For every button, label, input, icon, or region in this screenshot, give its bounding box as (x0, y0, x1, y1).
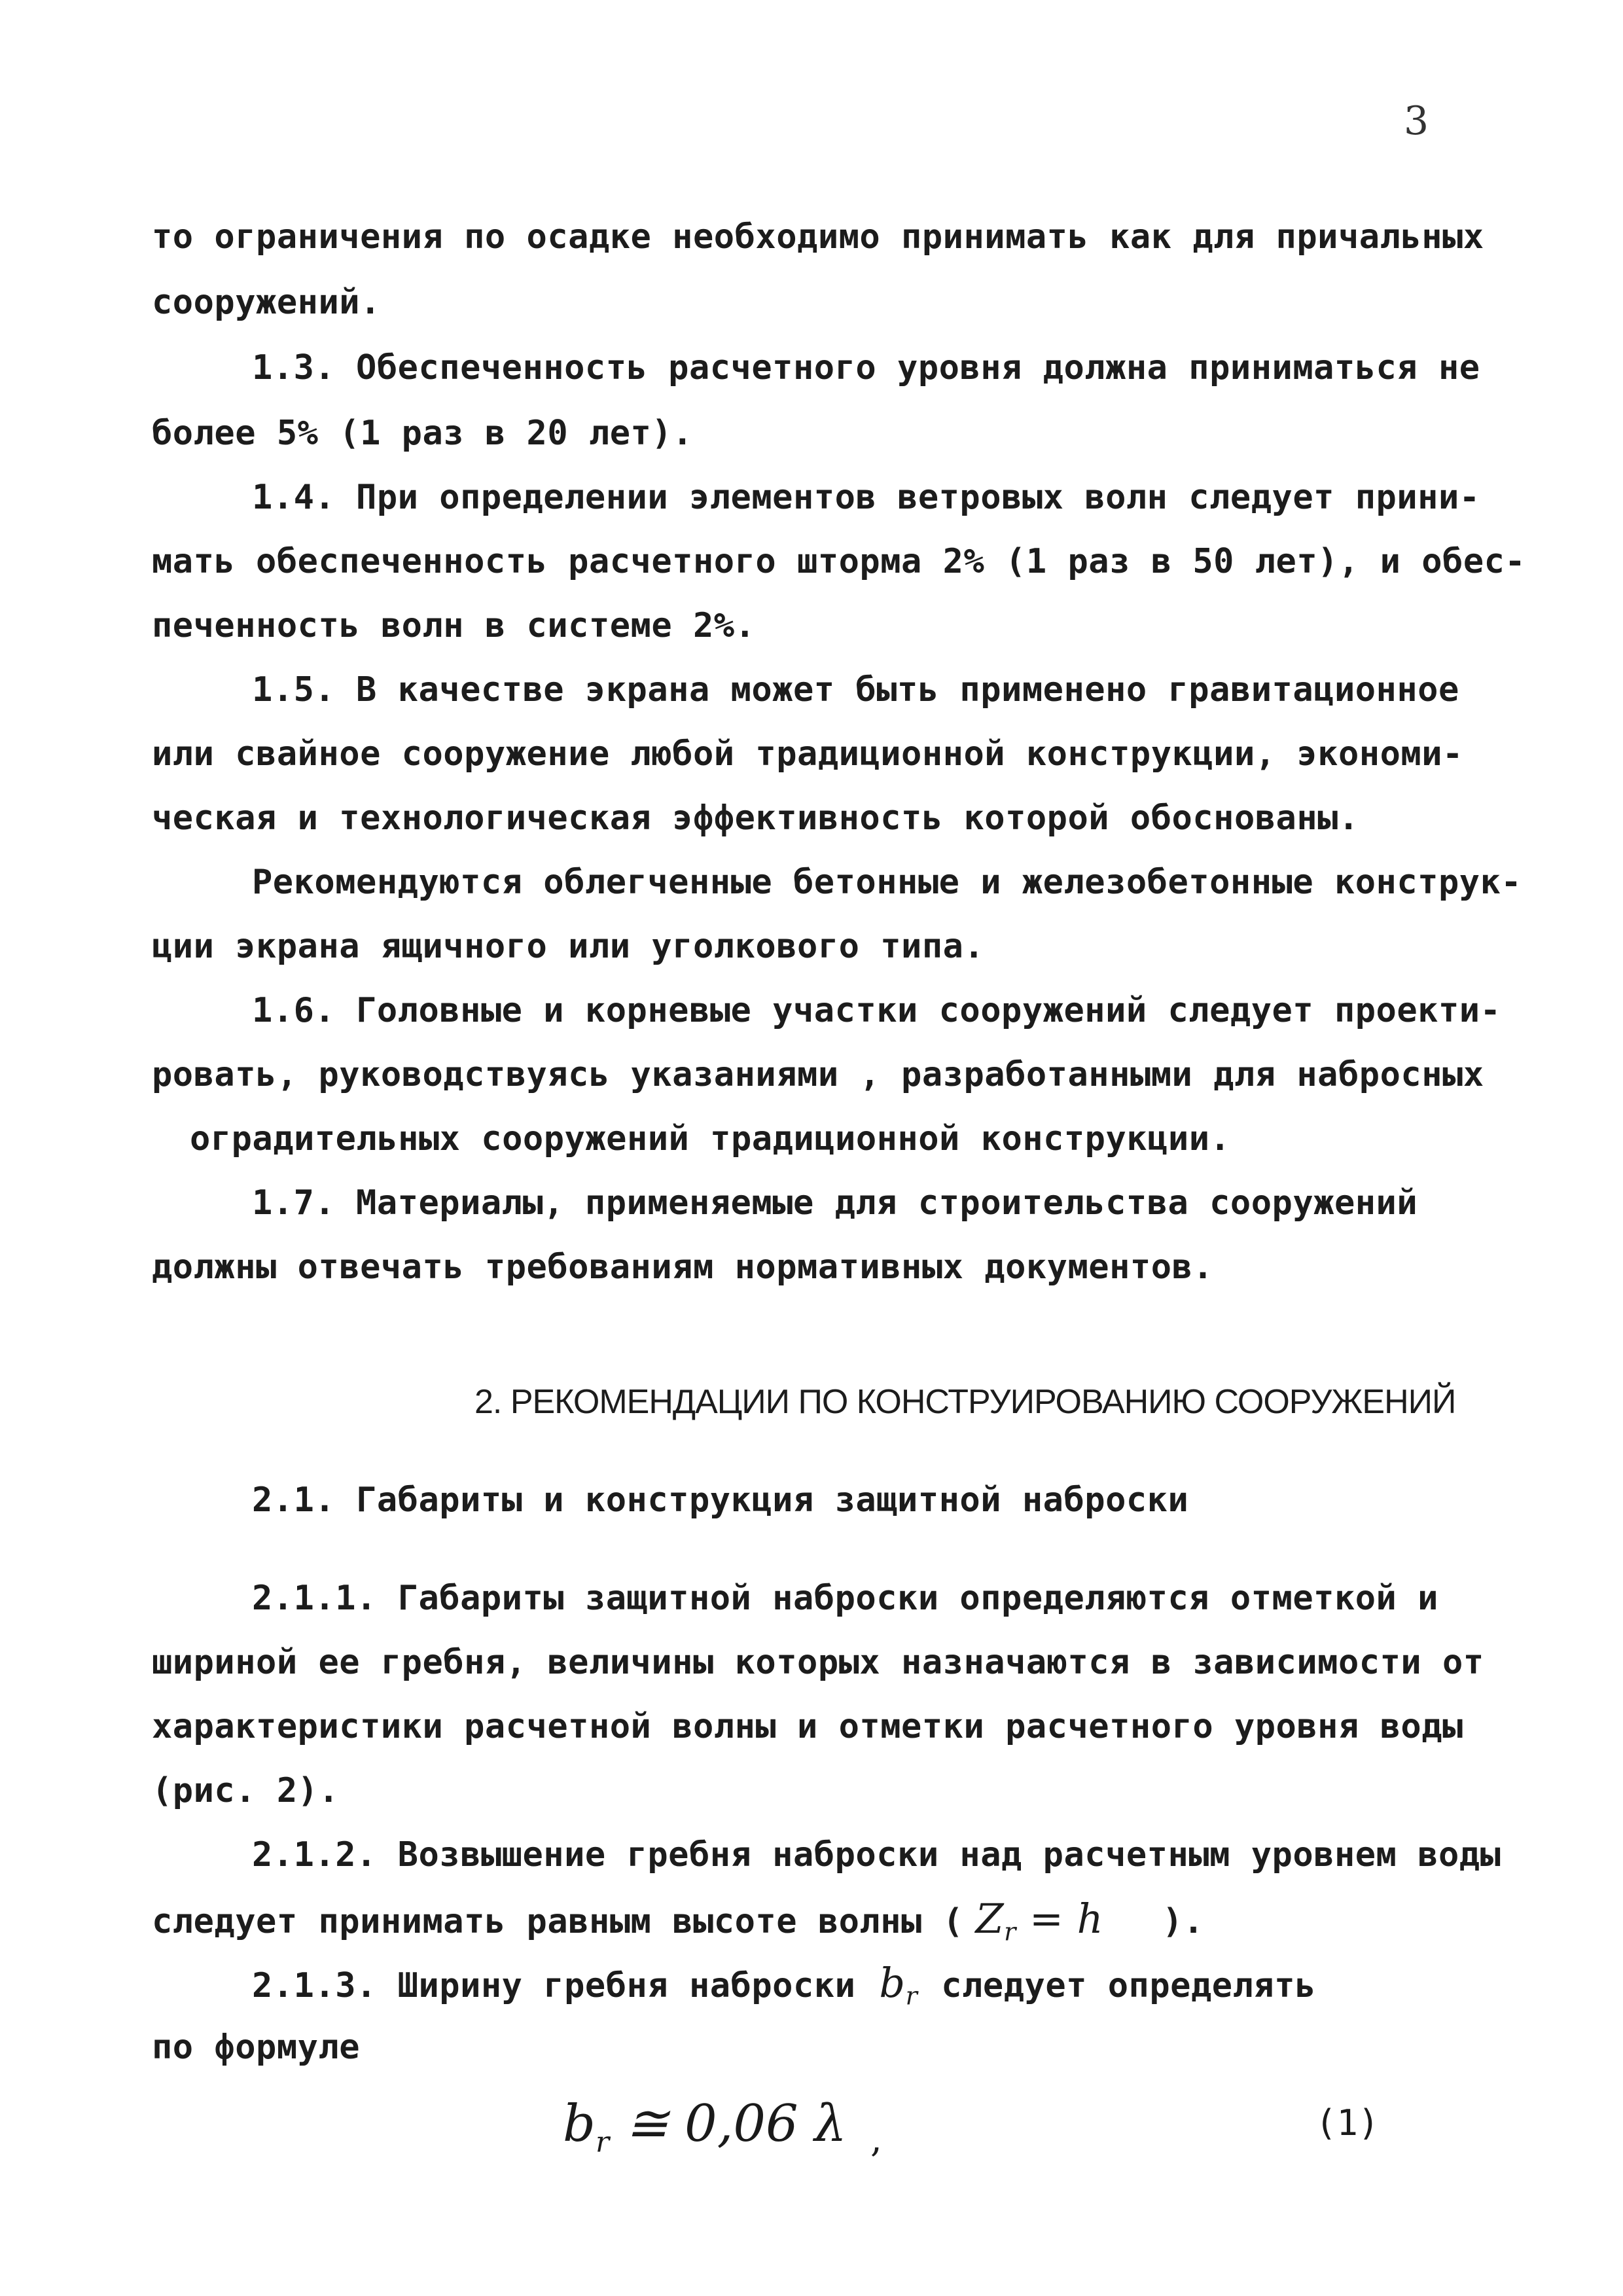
text-line: более 5% (1 раз в 20 лет). (152, 414, 693, 453)
page-number: 3 (1404, 98, 1429, 144)
inline-formula-subscript: r (1004, 1917, 1016, 1946)
formula-lhs-subscript: r (595, 2125, 609, 2159)
text-line: 1.5. В качестве экрана может быть применено гравитационное (252, 670, 1459, 709)
text-line: сооружений. (152, 283, 381, 322)
inline-formula-z: Z (975, 1895, 1005, 1943)
text-fragment: следует определять (941, 1966, 1316, 2005)
text-line: (рис. 2). (152, 1771, 340, 1810)
text-fragment: 2.1.3. Ширину гребня наброски (252, 1966, 856, 2005)
text-line: 1.7. Материалы, применяемые для строительства сооружений (252, 1183, 1418, 1223)
text-line: Рекомендуются облегченные бетонные и железобетонные конструк- (252, 863, 1522, 902)
formula-number: (1) (1315, 2102, 1380, 2144)
display-formula (563, 2094, 847, 2159)
inline-formula-rhs: = h (1016, 1895, 1104, 1943)
text-line: 2.1.1. Габариты защитной наброски определяются отметкой и (252, 1579, 1438, 1618)
inline-formula-b: b (879, 1959, 906, 2007)
text-line-with-formula (152, 1895, 1204, 1952)
text-fragment: следует принимать равным высоте волны ( (152, 1902, 964, 1941)
text-line: оградительных сооружений традиционной конструкции. (190, 1119, 1231, 1158)
text-line: мать обеспеченность расчетного шторма 2% (1 раз в 50 лет), и обес- (152, 542, 1526, 581)
text-line: характеристики расчетной волны и отметки расчетного уровня воды (152, 1707, 1463, 1746)
text-line: шириной ее гребня, величины которых назначаются в зависимости от (152, 1643, 1484, 1682)
text-line: или свайное сооружение любой традиционной конструкции, экономи- (152, 734, 1463, 774)
text-line: 1.3. Обеспеченность расчетного уровня должна приниматься не (252, 348, 1480, 387)
text-line: печенность волн в системе 2%. (152, 606, 756, 645)
section-heading: 2. РЕКОМЕНДАЦИИ ПО КОНСТРУИРОВАНИЮ СООРУЖЕНИЙ (474, 1383, 1456, 1421)
text-line: по формуле (152, 2028, 361, 2067)
text-line: 1.6. Головные и корневые участки сооружений следует проекти- (252, 991, 1501, 1030)
subsection-heading: 2.1. Габариты и конструкция защитной наброски (252, 1480, 1189, 1520)
text-line: то ограничения по осадке необходимо принимать как для причальных (152, 217, 1484, 257)
text-line: 2.1.2. Возвышение гребня наброски над расчетным уровнем воды (252, 1835, 1501, 1874)
text-line-with-formula (252, 1959, 1316, 2017)
text-line: ческая и технологическая эффективность которой обоснованы. (152, 798, 1359, 838)
formula-lhs: b (563, 2094, 596, 2153)
text-line: ции экрана ящичного или уголкового типа. (152, 927, 985, 966)
inline-formula-subscript: r (905, 1981, 918, 2011)
text-fragment: ). (1162, 1902, 1204, 1941)
formula-relation: ≅ (609, 2094, 685, 2153)
text-line: 1.4. При определении элементов ветровых волн следует прини- (252, 478, 1480, 517)
text-line: должны отвечать требованиям нормативных документов. (152, 1247, 1214, 1287)
formula-comma: , (870, 2118, 882, 2161)
text-line: ровать, руководствуясь указаниями , разработанными для набросных (152, 1055, 1484, 1094)
formula-rhs: 0,06 λ (684, 2094, 847, 2153)
